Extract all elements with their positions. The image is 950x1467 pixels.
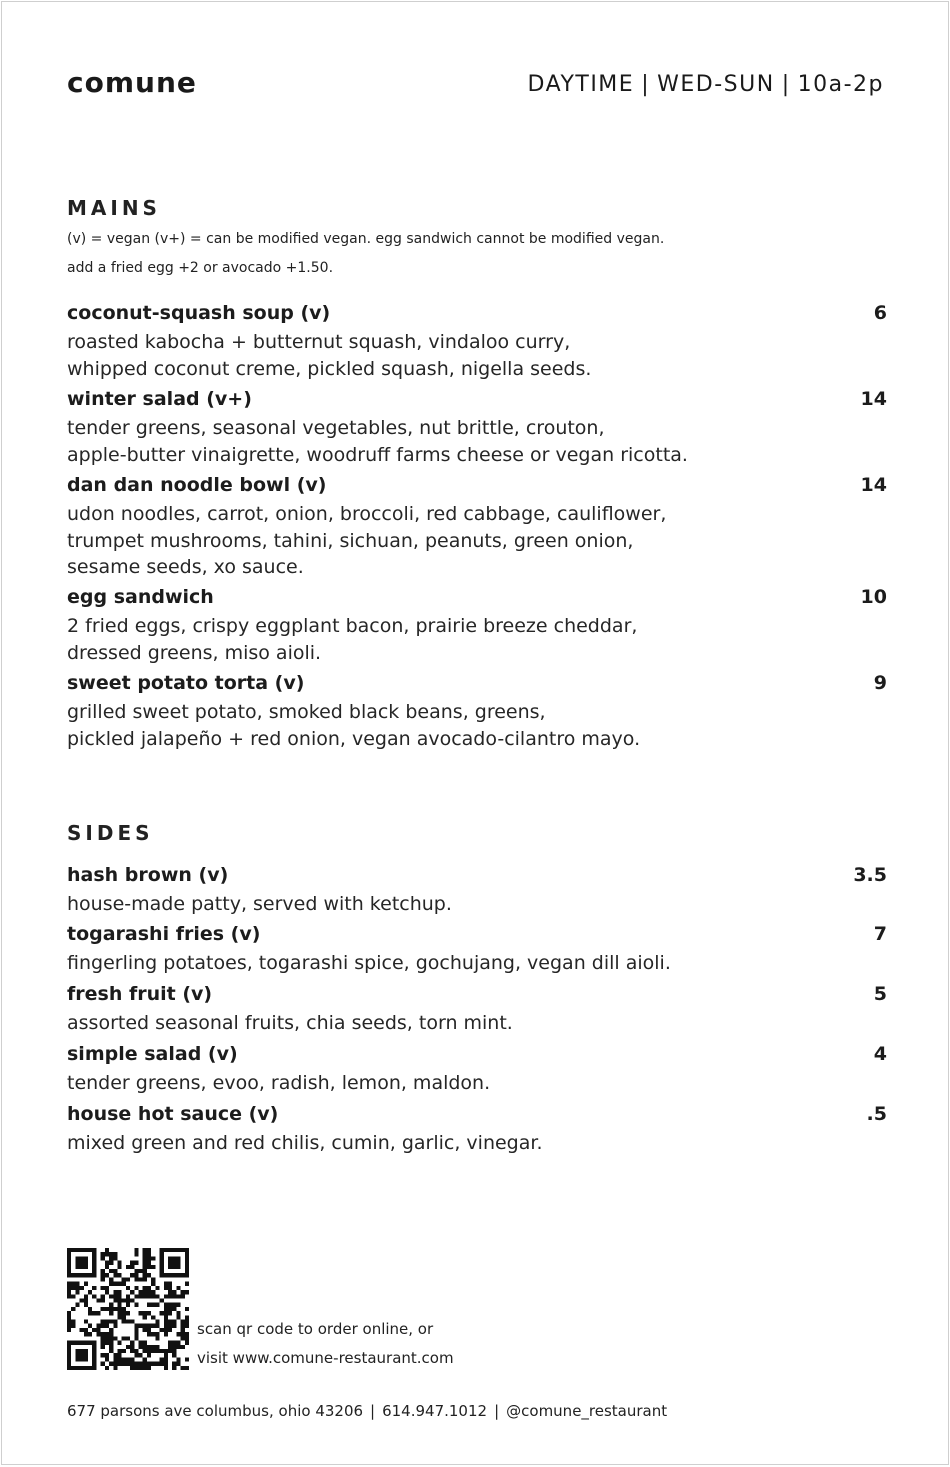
item-description xyxy=(67,501,887,581)
menu-item xyxy=(67,586,887,666)
item-name: fresh fruit (v) xyxy=(67,983,213,1005)
item-description xyxy=(67,1010,887,1037)
item-name: coconut-squash soup (v) xyxy=(67,302,331,324)
item-price: 3.5 xyxy=(853,864,887,886)
hours-separator: | xyxy=(781,72,791,97)
vegan-legend-note: (v) = vegan (v+) = can be modified vegan. egg sandwich cannot be modified vegan. xyxy=(67,231,665,247)
item-price: 6 xyxy=(873,302,887,324)
item-name: togarashi fries (v) xyxy=(67,923,261,945)
menu-item xyxy=(67,302,887,382)
menu-item xyxy=(67,983,887,1037)
item-price: 14 xyxy=(860,388,887,410)
menu-item xyxy=(67,388,887,468)
item-description xyxy=(67,415,887,468)
item-description xyxy=(67,1070,887,1097)
footer-separator: | xyxy=(370,1402,376,1420)
item-description-line: whipped coconut creme, pickled squash, nigella seeds. xyxy=(67,357,592,380)
item-description-line: 2 fried eggs, crispy eggplant bacon, prairie breeze cheddar, xyxy=(67,615,638,637)
item-description xyxy=(67,891,887,918)
contact-footer xyxy=(67,1402,667,1420)
hours-service-label: DAYTIME xyxy=(527,72,635,97)
item-name: house hot sauce (v) xyxy=(67,1103,279,1125)
hours-days: WED-SUN xyxy=(657,72,775,97)
item-description xyxy=(67,1130,887,1157)
item-description-line: trumpet mushrooms, tahini, sichuan, peanuts, green onion, xyxy=(67,529,634,552)
qr-code-icon[interactable] xyxy=(67,1248,189,1370)
item-name: egg sandwich xyxy=(67,586,214,608)
item-description-line: roasted kabocha + butternut squash, vindaloo curry, xyxy=(67,331,571,353)
menu-item xyxy=(67,864,887,918)
item-description xyxy=(67,329,887,382)
item-name: hash brown (v) xyxy=(67,864,229,886)
item-description-line: mixed green and red chilis, cumin, garlic, vinegar. xyxy=(67,1132,543,1154)
menu-item xyxy=(67,474,887,581)
item-description-line: grilled sweet potato, smoked black beans, greens, xyxy=(67,701,546,723)
order-online-text: scan qr code to order online, or xyxy=(197,1320,434,1338)
item-price: 9 xyxy=(873,672,887,694)
item-price: 5 xyxy=(873,983,887,1005)
add-on-note: add a fried egg +2 or avocado +1.50. xyxy=(67,260,334,276)
footer-separator: | xyxy=(494,1402,500,1420)
item-description-line: udon noodles, carrot, onion, broccoli, red cabbage, cauliflower, xyxy=(67,503,667,525)
item-description-line: tender greens, seasonal vegetables, nut brittle, crouton, xyxy=(67,417,605,439)
item-price: .5 xyxy=(866,1103,887,1125)
item-description-line: dressed greens, miso aioli. xyxy=(67,641,322,664)
menu-page xyxy=(1,1,949,1465)
item-description-line: assorted seasonal fruits, chia seeds, torn mint. xyxy=(67,1012,513,1034)
item-price: 10 xyxy=(860,586,887,608)
hours-time: 10a-2p xyxy=(797,72,884,97)
item-price: 7 xyxy=(873,923,887,945)
hours-separator: | xyxy=(641,72,651,97)
item-description xyxy=(67,613,887,666)
item-name: dan dan noodle bowl (v) xyxy=(67,474,327,496)
restaurant-logo: comune xyxy=(67,66,197,99)
phone-number[interactable]: 614.947.1012 xyxy=(382,1402,488,1420)
item-description-line: tender greens, evoo, radish, lemon, maldon. xyxy=(67,1072,491,1094)
item-description-line: sesame seeds, xo sauce. xyxy=(67,556,304,578)
menu-item xyxy=(67,1043,887,1097)
website-link[interactable]: visit www.comune-restaurant.com xyxy=(197,1349,454,1367)
item-price: 4 xyxy=(873,1043,887,1065)
menu-item xyxy=(67,672,887,752)
item-description xyxy=(67,950,887,977)
sides-heading: SIDES xyxy=(67,821,154,845)
item-name: winter salad (v+) xyxy=(67,388,252,410)
item-name: simple salad (v) xyxy=(67,1043,238,1065)
mains-heading: MAINS xyxy=(67,196,161,220)
item-name: sweet potato torta (v) xyxy=(67,672,305,694)
item-price: 14 xyxy=(860,474,887,496)
item-description-line: house-made patty, served with ketchup. xyxy=(67,893,452,915)
menu-item xyxy=(67,923,887,977)
social-handle[interactable]: @comune_restaurant xyxy=(506,1402,668,1420)
address: 677 parsons ave columbus, ohio 43206 xyxy=(67,1402,364,1420)
service-hours xyxy=(528,72,884,97)
item-description-line: pickled jalapeño + red onion, vegan avocado-cilantro mayo. xyxy=(67,727,641,750)
menu-item xyxy=(67,1103,887,1157)
item-description-line: apple-butter vinaigrette, woodruff farms cheese or vegan ricotta. xyxy=(67,443,688,466)
item-description-line: fingerling potatoes, togarashi spice, gochujang, vegan dill aioli. xyxy=(67,952,671,974)
item-description xyxy=(67,699,887,752)
